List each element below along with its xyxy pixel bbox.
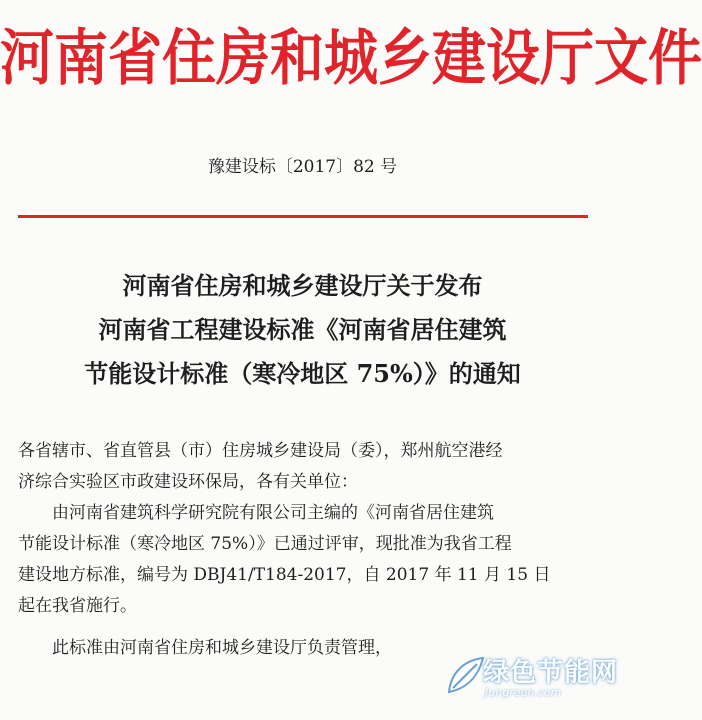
title-line-3: 节能设计标准（寒冷地区 75%）》的通知: [84, 359, 521, 388]
reference-number: 豫建设标〔2017〕82 号: [207, 157, 398, 177]
body-line-3: 由河南省建筑科学研究院有限公司主编的《河南省居住建筑: [52, 503, 494, 523]
leaf-logo-icon: [443, 654, 487, 698]
header-divider: [18, 215, 588, 218]
title-line-1: 河南省住房和城乡建设厅关于发布: [122, 271, 483, 300]
watermark-text: 绿色节能网: [483, 658, 619, 688]
body-line-5: 建设地方标准，编号为 DBJ41/T184-2017，自 2017 年 11 月 15 日: [18, 565, 551, 585]
site-watermark: [443, 650, 619, 712]
body-line-4: 节能设计标准（寒冷地区 75%）》已通过评审，现批准为我省工程: [18, 534, 512, 554]
body-line-6: 起在我省施行。: [18, 596, 137, 616]
document-title: [0, 264, 605, 396]
title-line-2: 河南省工程建设标准《河南省居住建筑: [98, 315, 507, 344]
body-line-7: 此标准由河南省住房和城乡建设厅负责管理，: [52, 638, 392, 658]
document-header-title: 河南省住房和城乡建设厅文件: [0, 21, 702, 94]
watermark-subtext: Jungreen.com: [485, 686, 562, 699]
document-body: [18, 436, 594, 664]
body-line-1: 各省辖市、省直管县（市）住房城乡建设局（委），郑州航空港经: [18, 441, 503, 461]
body-line-2: 济综合实验区市政建设环保局，各有关单位：: [18, 472, 358, 492]
